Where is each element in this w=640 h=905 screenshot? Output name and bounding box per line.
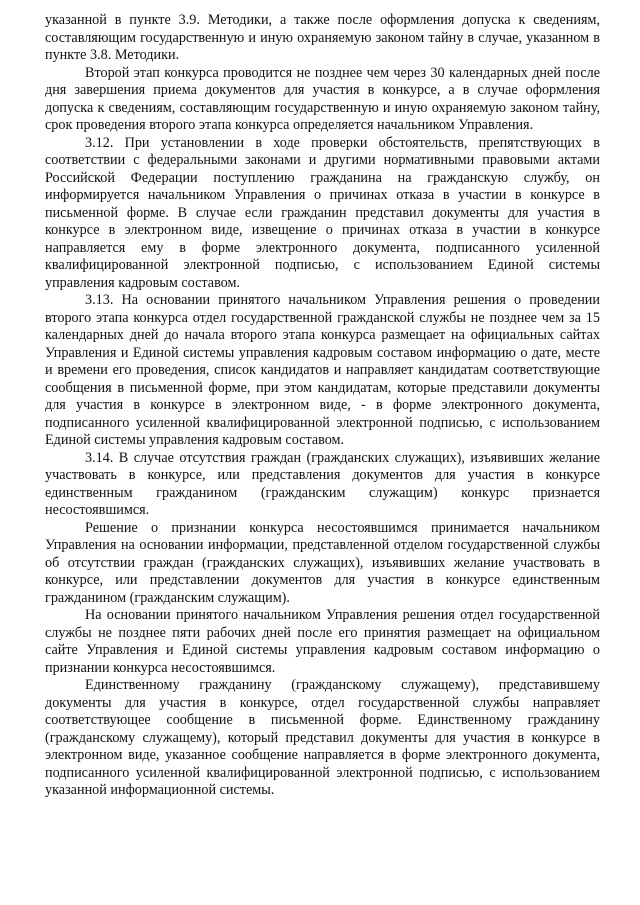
paragraph-publication: На основании принятого начальником Управления решения отдел государственной службы не позднее пяти рабочих дней после его принятия размещает на официальном сайте Управления и Единой системы управления кадровым составом информацию о признании конкурса несостоявшимся.: [45, 607, 600, 676]
paragraph-second-stage: Второй этап конкурса проводится не позднее чем через 30 календарных дней после дня завершения приема документов для участия в конкурсе, а в случае оформления допуска к сведениям, составляющим государственную и иную охраняемую законом тайну, срок проведения второго этапа конкурса определяется начальником Управления.: [45, 64, 600, 133]
paragraph-continuation-3-11: указанной в пункте 3.9. Методики, а также после оформления допуска к сведениям, составляющим государственную и иную охраняемую законом тайну в случае, указанном в пункте 3.8. Методики.: [45, 12, 600, 63]
paragraph-3-14: 3.14. В случае отсутствия граждан (гражданских служащих), изъявивших желание участвовать в конкурсе, или представления документов для участия в конкурсе единственным гражданином (гражданским служащим) конкурс признается несостоявшимся.: [45, 449, 600, 518]
paragraph-decision: Решение о признании конкурса несостоявшимся принимается начальником Управления на основании информации, представленной отделом государственной службы об отсутствии граждан (гражданских служащих), изъявивших желание участвовать в конкурсе, или представлении документов для участия в конкурсе единственным гражданином (гражданским служащим).: [45, 519, 600, 606]
paragraph-3-13: 3.13. На основании принятого начальником Управления решения о проведении второго этапа конкурса отдел государственной гражданской службы не позднее чем за 15 календарных дней до начала второго этапа конкурса размещает на официальных сайтах Управления и Единой системы управления кадровым составом информацию о дате, месте и времени его проведения, список кандидатов и направляет кандидатам соответствующие сообщения в письменной форме, при этом кандидатам, которые представили документы для участия в конкурсе в электронном виде, - в форме электронного документа, подписанного усиленной квалифицированной электронной подписью, с использованием Единой системы управления кадровым составом.: [45, 292, 600, 448]
paragraph-3-12: 3.12. При установлении в ходе проверки обстоятельств, препятствующих в соответствии с федеральными законами и другими нормативными правовыми актами Российской Федерации поступлению гражданина на гражданскую службу, он информируется начальником Управления о причинах отказа в участии в конкурсе в письменной форме. В случае если гражданин представил документы для участия в конкурсе в электронном виде, извещение о причинах отказа в участии в конкурсе направляется ему в форме электронного документа, подписанного усиленной квалифицированной электронной подписью, с использованием Единой системы управления кадровым составом.: [45, 134, 600, 291]
paragraph-single-citizen: Единственному гражданину (гражданскому служащему), представившему документы для участия в конкурсе, отдел государственной службы направляет соответствующее сообщение в письменной форме. Единственному гражданину (гражданскому служащему), который представил документы для участия в конкурсе в электронном виде, указанное сообщение направляется в форме электронного документа, подписанного усиленной квалифицированной электронной подписью, с использованием указанной информационной системы.: [45, 677, 600, 798]
